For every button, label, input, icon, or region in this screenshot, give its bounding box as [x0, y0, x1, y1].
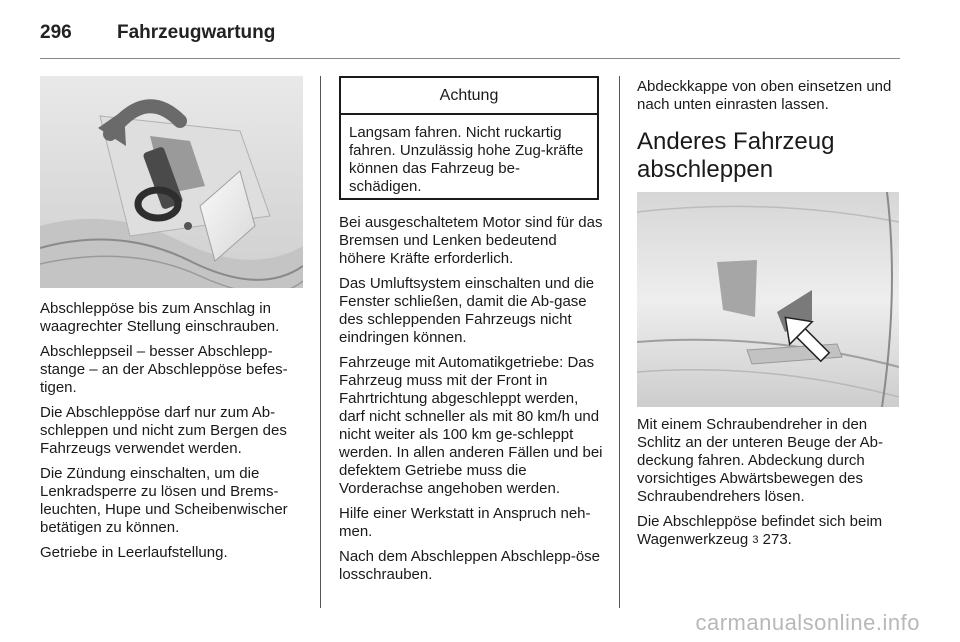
section-title: Fahrzeugwartung [117, 22, 276, 43]
reference-text: Die Abschleppöse befindet sich beim Wagenwerkzeug [637, 513, 883, 548]
paragraph: Abdeckkappe von oben einsetzen und nach unten einrasten lassen. [637, 78, 892, 113]
page-number: 296 [40, 22, 72, 43]
warning-text: Langsam fahren. Nicht ruckartig fahren. Unzulässig hohe Zug-kräfte können das Fahrzeug be-schädigen. [349, 124, 584, 195]
paragraph: Die Abschleppöse darf nur zum Ab-schleppen und nicht zum Bergen des Fahrzeugs verwendet werden. [40, 404, 287, 457]
towing-eye-illustration [40, 76, 303, 288]
paragraph: Die Zündung einschalten, um die Lenkradsperre zu lösen und Brems-leuchten, Hupe und Scheibenwischer betätigen zu können. [40, 465, 288, 536]
paragraph: Das Umluftsystem einschalten und die Fenster schließen, damit die Ab-gase des schleppenden Fahrzeugs nicht eindringen können. [339, 275, 595, 346]
watermark: carmanualsonline.info [695, 610, 920, 635]
paragraph: Fahrzeuge mit Automatikgetriebe: Das Fahrzeug muss mit der Front in Fahrtrichtung abgeschleppt werden, darf nicht schneller als mit 80 km/h und nicht weiter als 100 km ge-schleppt werden. In allen anderen Fällen und bei defektem Getriebe muss die Vorderachse angehoben werden. [339, 354, 603, 497]
column-3-text [637, 78, 905, 548]
page-reference-arrow-icon: 3 [752, 534, 759, 546]
paragraph: Hilfe einer Werkstatt in Anspruch neh-men. [339, 505, 591, 540]
paragraph: Abschleppseil – besser Abschlepp-stange – an der Abschleppöse befes-tigen. [40, 343, 288, 396]
column-1-text [40, 300, 304, 569]
paragraph: Mit einem Schraubendreher in den Schlitz an der unteren Beuge der Ab-deckung fahren. Abdeckung durch vorsichtiges Abwärtsbewegen des Schraubendrehers lösen. [637, 416, 883, 505]
page-reference-link[interactable]: 273. [762, 531, 792, 548]
paragraph [637, 513, 905, 549]
paragraph: Abschleppöse bis zum Anschlag in waagrechter Stellung einschrauben. [40, 300, 280, 335]
paragraph: Getriebe in Leerlaufstellung. [40, 544, 228, 561]
paragraph: Bei ausgeschaltetem Motor sind für das Bremsen und Lenken bedeutend höhere Kräfte erforderlich. [339, 214, 603, 267]
section-heading: Anderes Fahrzeug abschleppen [637, 128, 835, 183]
cover-removal-illustration [637, 192, 899, 407]
column-2-text [339, 214, 603, 591]
page-header [40, 16, 900, 56]
column-3-lower-text [637, 416, 905, 556]
column-divider-right [619, 76, 620, 608]
paragraph: Nach dem Abschleppen Abschlepp-öse losschrauben. [339, 548, 601, 583]
warning-box [339, 76, 599, 200]
warning-title: Achtung [341, 78, 597, 115]
header-divider [40, 58, 900, 59]
column-divider-left [320, 76, 321, 608]
